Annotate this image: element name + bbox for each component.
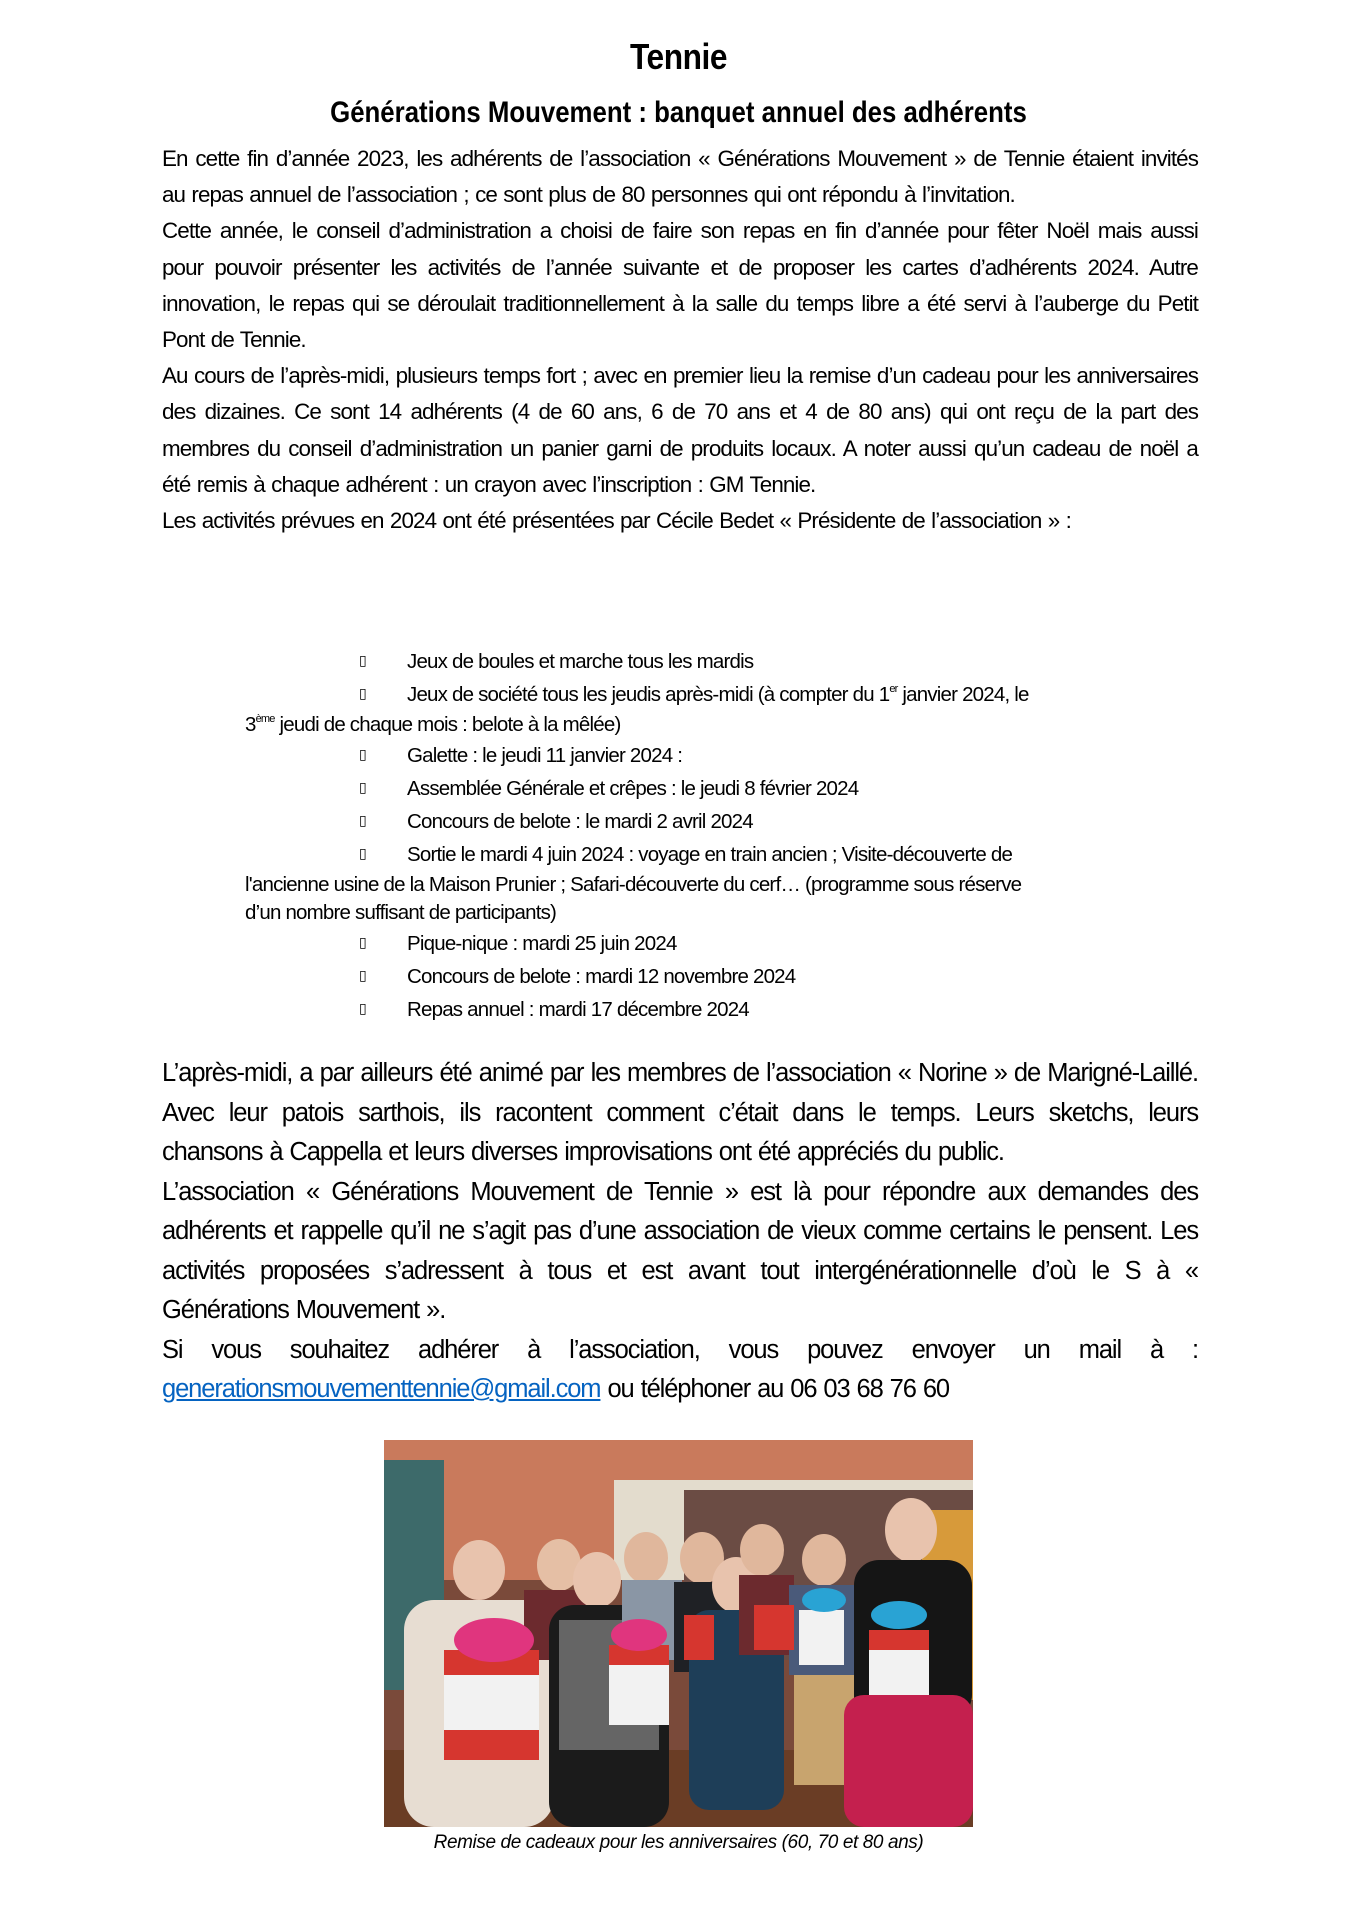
list-item [162, 739, 1202, 772]
closing-section [162, 1054, 1198, 1410]
list-item-continuation [162, 711, 1202, 739]
town-title: Tennie [629, 36, 728, 77]
list-item [162, 838, 1202, 871]
missing-glyph-bullet-icon: ▯ [359, 968, 366, 984]
phone-text: ou téléphoner au 06 03 68 76 60 [600, 1375, 949, 1403]
contact-paragraph [162, 1331, 1198, 1410]
list-item-text: Concours de belote : le mardi 2 avril 2024 [407, 810, 753, 833]
list-item-text: Repas annuel : mardi 17 décembre 2024 [407, 998, 749, 1021]
missing-glyph-bullet-icon: ▯ [359, 780, 366, 796]
group-photo [384, 1440, 973, 1827]
missing-glyph-bullet-icon: ▯ [359, 686, 366, 702]
missing-glyph-bullet-icon: ▯ [359, 747, 366, 763]
paragraph: En cette fin d’année 2023, les adhérents de l’association « Générations Mouvement » de Tennie étaient invités au repas annuel de l’association ; ce sont plus de 80 personnes qui ont répondu à l’invitation. [162, 146, 1198, 208]
list-item-text: Pique-nique : mardi 25 juin 2024 [407, 932, 677, 955]
list-item-text: jeudi de chaque mois : belote à la mêlée) [274, 713, 621, 736]
missing-glyph-bullet-icon: ▯ [359, 1001, 366, 1017]
list-item-text: 3 [245, 713, 256, 736]
paragraph: L’association « Générations Mouvement de Tennie » est là pour répondre aux demandes des adhérents et rappelle qu’il ne s’agit pas d’une association de vieux comme certains le pensent. Les activités proposées s’adressent à tous et est avant tout intergénérationnelle d’où le S à « Générations Mouvement ». [162, 1177, 1198, 1324]
missing-glyph-bullet-icon: ▯ [359, 846, 366, 862]
list-item-text: Jeux de boules et marche tous les mardis [407, 650, 754, 673]
list-item-continuation: d’un nombre suffisant de participants) [245, 901, 557, 924]
paragraph: Cette année, le conseil d’administration a choisi de faire son repas en fin d’année pour fêter Noël mais aussi pour pouvoir présenter les activités de l’année suivante et de proposer les cartes d’adhérents 2024. Autre innovation, le repas qui se déroulait traditionnellement à la salle du temps libre a été servi à l’auberge du Petit Pont de Tennie. [162, 218, 1198, 353]
list-item-text: janvier 2024, le [897, 683, 1029, 706]
missing-glyph-bullet-icon: ▯ [359, 653, 366, 669]
list-item [162, 678, 1202, 711]
superscript: er [889, 683, 898, 695]
missing-glyph-bullet-icon: ▯ [359, 935, 366, 951]
contact-lead: Si vous souhaitez adhérer à l’association, vous pouvez envoyer un mail à : [162, 1335, 1198, 1364]
list-item [162, 993, 1202, 1026]
list-item-text: Sortie le mardi 4 juin 2024 : voyage en train ancien ; Visite-découverte de [407, 843, 1013, 866]
article-headline: Générations Mouvement : banquet annuel des adhérents [330, 96, 1027, 129]
email-link[interactable]: generationsmouvementtennie@gmail.com [162, 1375, 601, 1403]
photo-caption: Remise de cadeaux pour les anniversaires (60, 70 et 80 ans) [433, 1832, 924, 1853]
list-item [162, 960, 1202, 993]
intro-section [162, 141, 1198, 539]
list-item-continuation: l'ancienne usine de la Maison Prunier ; Safari-découverte du cerf… (programme sous réserve [245, 873, 1022, 896]
list-item [162, 645, 1202, 678]
list-item-text: Galette : le jeudi 11 janvier 2024 : [407, 744, 683, 767]
activities-list [162, 645, 1202, 1026]
list-item [162, 927, 1202, 960]
group-photo-illustration [384, 1440, 973, 1827]
list-item-text: Assemblée Générale et crêpes : le jeudi 8 février 2024 [407, 777, 859, 800]
list-item-text: Concours de belote : mardi 12 novembre 2024 [407, 965, 796, 988]
paragraph: Au cours de l’après-midi, plusieurs temps fort ; avec en premier lieu la remise d’un cadeau pour les anniversaires des dizaines. Ce sont 14 adhérents (4 de 60 ans, 6 de 70 ans et 4 de 80 ans) qui ont reçu de la part des membres du conseil d’administration un panier garni de produits locaux. A noter aussi qu’un cadeau de noël a été remis à chaque adhérent : un crayon avec l’inscription : GM Tennie. [162, 363, 1198, 497]
missing-glyph-bullet-icon: ▯ [359, 813, 366, 829]
paragraph: L’après-midi, a par ailleurs été animé par les membres de l’association « Norine » de Marigné-Laillé. Avec leur patois sarthois, ils racontent comment c’était dans le temps. Leurs sketchs, leurs chansons à Cappella et leurs diverses improvisations ont été appréciés du public. [162, 1059, 1198, 1166]
paragraph: Les activités prévues en 2024 ont été présentées par Cécile Bedet « Présidente de l’association » : [162, 508, 1071, 534]
superscript: ème [255, 713, 275, 725]
list-item [162, 805, 1202, 838]
list-item-text: Jeux de société tous les jeudis après-midi (à compter du 1 [407, 683, 890, 706]
list-item [162, 772, 1202, 805]
